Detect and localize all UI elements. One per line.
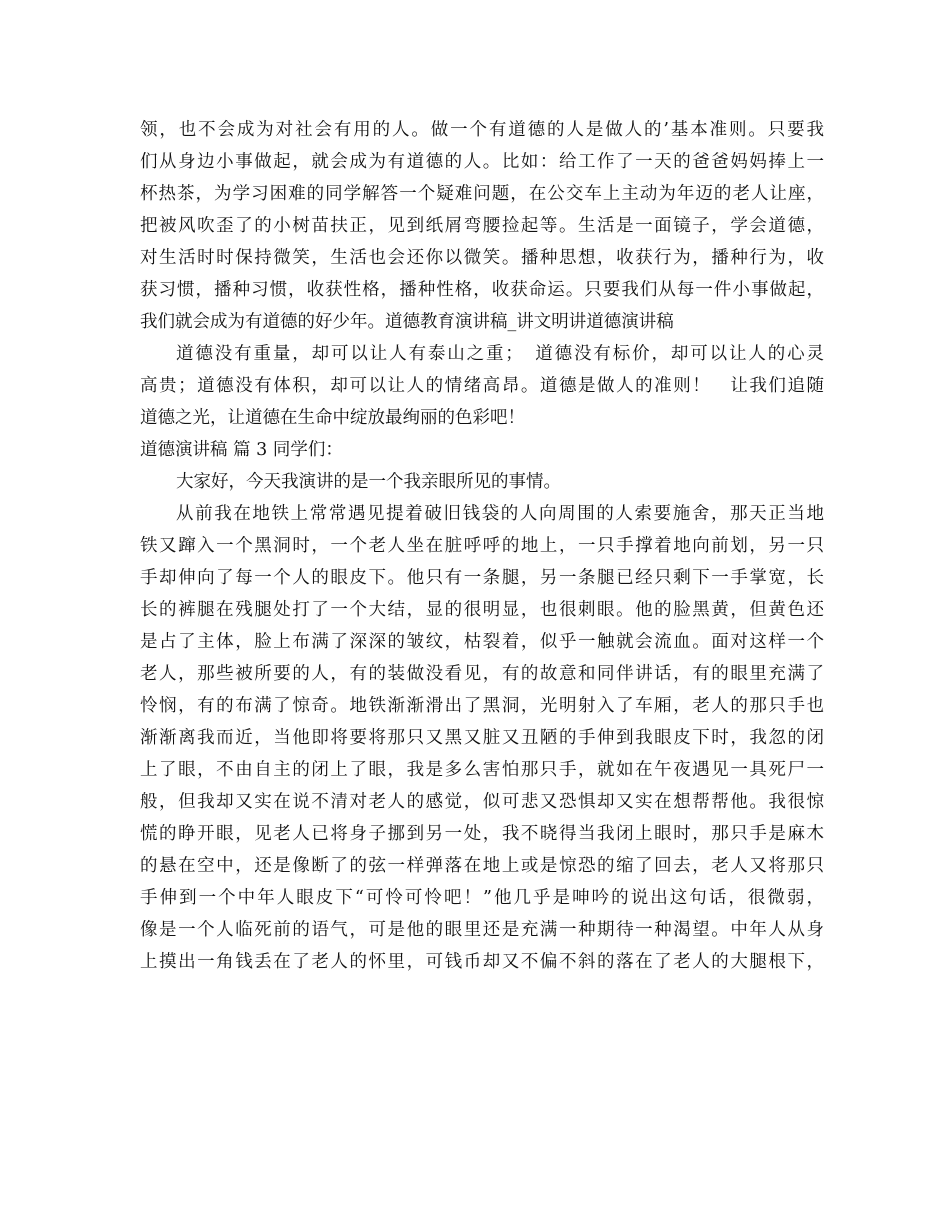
text-line: 铁又蹿入一个黑洞时，一个老人坐在脏呼呼的地上，一只手撑着地向前划，另一只 [140, 536, 824, 556]
text-line: 道德之光，让道德在生命中绽放最绚丽的色彩吧！ [140, 408, 525, 428]
text-line: 老人，那些被所要的人，有的装做没看见，有的故意和同伴讲话，有的眼里充满了 [140, 664, 824, 684]
paragraph-first-line: 从前我在地铁上常常遇见提着破旧钱袋的人向周围的人索要施舍，那天正当地 [176, 504, 824, 524]
text-line: 手却伸向了每一个人的眼皮下。他只有一条腿，另一条腿已经只剩下一手掌宽，长 [140, 568, 824, 588]
text-line: 对生活时时保持微笑，生活也会还你以微笑。播种思想，收获行为，播种行为，收 [140, 248, 824, 268]
text-line: 像是一个人临死前的语气，可是他的眼里还是充满一种期待一种渴望。中年人从身 [140, 920, 824, 940]
text-line: 怜悯，有的布满了惊奇。地铁渐渐滑出了黑洞，光明射入了车厢，老人的那只手也 [140, 696, 824, 716]
document-body [140, 114, 824, 978]
text-line: 杯热茶，为学习困难的同学解答一个疑难问题，在公交车上主动为年迈的老人让座， [140, 184, 824, 204]
text-line: 们从身边小事做起，就会成为有道德的人。比如：给工作了一天的爸爸妈妈捧上一 [140, 152, 824, 172]
text-line: 把被风吹歪了的小树苗扶正，见到纸屑弯腰捡起等。生活是一面镜子，学会道德， [140, 216, 824, 236]
text-line: 慌的睁开眼，见老人已将身子挪到另一处，我不晓得当我闭上眼时，那只手是麻木 [140, 824, 824, 844]
text-line: 手伸到一个中年人眼皮下“可怜可怜吧！”他几乎是呻吟的说出这句话，很微弱， [140, 888, 824, 908]
paragraph-first-line: 大家好，今天我演讲的是一个我亲眼所见的事情。 [176, 472, 561, 492]
text-line: 是占了主体，脸上布满了深深的皱纹，枯裂着，似乎一触就会流血。面对这样一个 [140, 632, 824, 652]
text-line: 的悬在空中，还是像断了的弦一样弹落在地上或是惊恐的缩了回去，老人又将那只 [140, 856, 824, 876]
text-line: 般，但我却又实在说不清对老人的感觉，似可悲又恐惧却又实在想帮帮他。我很惊 [140, 792, 824, 812]
text-line: 高贵；道德没有体积，却可以让人的情绪高昂。道德是做人的准则！ 让我们追随 [140, 376, 824, 396]
text-line: 获习惯，播种习惯，收获性格，播种性格，收获命运。只要我们从每一件小事做起， [140, 280, 824, 300]
text-line: 长的裤腿在残腿处打了一个大结，显的很明显，也很刺眼。他的脸黑黄，但黄色还 [140, 600, 824, 620]
text-line: 领，也不会成为对社会有用的人。做一个有道德的人是做人的’基本准则。只要我 [140, 120, 824, 140]
text-line: 上了眼，不由自主的闭上了眼，我是多么害怕那只手，就如在午夜遇见一具死尸一 [140, 760, 824, 780]
text-line: 上摸出一角钱丢在了老人的怀里，可钱币却又不偏不斜的落在了老人的大腿根下， [140, 952, 824, 972]
text-line: 渐渐离我而近，当他即将要将那只又黑又脏又丑陋的手伸到我眼皮下时，我忽的闭 [140, 728, 824, 748]
section-heading: 道德演讲稿 篇 3 同学们： [140, 440, 343, 460]
text-line: 我们就会成为有道德的好少年。道德教育演讲稿_讲文明讲道德演讲稿 [140, 312, 674, 332]
paragraph-first-line: 道德没有重量，却可以让人有泰山之重； 道德没有标价，却可以让人的心灵 [176, 344, 824, 364]
